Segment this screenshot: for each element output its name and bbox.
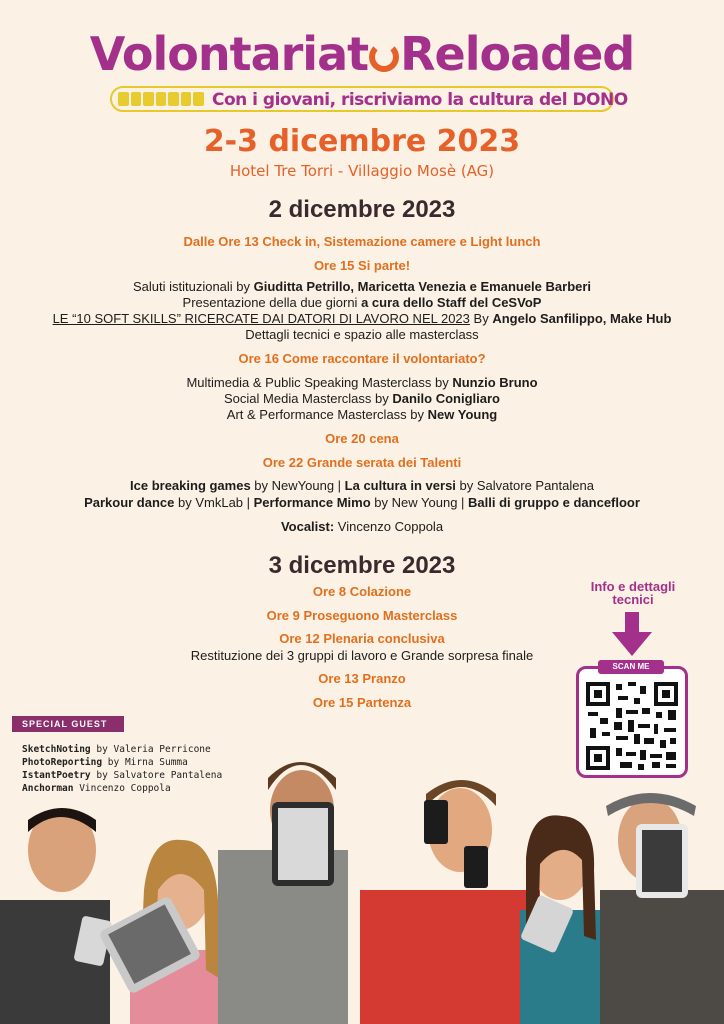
person-5	[520, 815, 610, 1024]
title-part1: Volontariat	[89, 27, 369, 81]
day2-heading: 3 dicembre 2023	[268, 552, 456, 579]
day1-slot-dinner: Ore 20 cena	[325, 431, 399, 446]
reload-icon	[369, 42, 399, 72]
person-1	[0, 808, 112, 1024]
day1-line-presentation: Presentazione della due giorni a cura dello Staff del CeSVoP	[182, 295, 542, 310]
event-venue: Hotel Tre Torri - Villaggio Mosè (AG)	[229, 162, 495, 180]
day2-slot-masterclass: Ore 9 Proseguono Masterclass	[266, 608, 458, 623]
day1-line-art: Art & Performance Masterclass by New Young	[226, 407, 498, 422]
person-4	[360, 780, 540, 1024]
day1-line-social: Social Media Masterclass by Danilo Conigliaro	[224, 391, 500, 406]
day2-slot-plenary: Ore 12 Plenaria conclusiva	[279, 631, 445, 646]
guest-item: PhotoReporting by Mirna Summa	[22, 757, 188, 768]
day1-line-vocalist: Vocalist: Vincenzo Coppola	[280, 519, 444, 534]
day2-slot-lunch: Ore 13 Pranzo	[318, 671, 406, 686]
person-3	[218, 762, 348, 1024]
battery-icon	[118, 92, 204, 106]
person-6	[600, 793, 724, 1024]
arrow-head-icon	[612, 632, 652, 656]
qr-code-icon[interactable]	[586, 682, 678, 770]
event-dates: 2-3 dicembre 2023	[203, 124, 521, 159]
day1-heading: 2 dicembre 2023	[268, 196, 456, 223]
info-label: Info e dettagli tecnici	[590, 579, 676, 607]
day1-line-softskills: LE “10 SOFT SKILLS” RICERCATE DAI DATORI DI LAVORO NEL 2023 By Angelo Sanfilippo, Make Hub	[52, 311, 672, 326]
guest-item: IstantPoetry by Salvatore Pantalena	[22, 770, 223, 781]
guest-item: Anchorman Vincenzo Coppola	[22, 783, 171, 794]
day1-slot-talent: Ore 22 Grande serata dei Talenti	[262, 455, 462, 470]
day1-slot-checkin: Dalle Ore 13 Check in, Sistemazione camere e Light lunch	[183, 234, 541, 249]
day1-slot-start: Ore 15 Si parte!	[313, 258, 411, 273]
day2-slot-breakfast: Ore 8 Colazione	[312, 584, 412, 599]
special-guest-badge: SPECIAL GUEST	[12, 716, 124, 732]
day1-line-multimedia: Multimedia & Public Speaking Masterclass by Nunzio Bruno	[186, 375, 538, 390]
tagline-bar	[110, 86, 628, 112]
day2-line-restitution: Restituzione dei 3 gruppi di lavoro e Grande sorpresa finale	[190, 648, 534, 663]
tagline: Con i giovani, riscriviamo la cultura del DONO	[212, 90, 628, 110]
day1-slot-masterclass: Ore 16 Come raccontare il volontariato?	[238, 351, 486, 366]
guest-item: SketchNoting by Valeria Perricone	[22, 744, 211, 755]
event-title	[0, 22, 724, 86]
arrow-down-icon	[625, 612, 639, 634]
title-part2: Reloaded	[400, 27, 635, 81]
guest-list	[22, 743, 222, 795]
day1-line-details: Dettagli tecnici e spazio alle masterclass	[245, 327, 479, 342]
scan-me-label: SCAN ME	[598, 660, 664, 674]
day1-line-greetings: Saluti istituzionali by Giuditta Petrillo, Maricetta Venezia e Emanuele Barberi	[132, 279, 592, 294]
day1-line-games: Ice breaking games by NewYoung | La cultura in versi by Salvatore Pantalena	[130, 478, 594, 493]
day1-line-parkour: Parkour dance by VmkLab | Performance Mimo by New Young | Balli di gruppo e dancefloor	[84, 495, 640, 510]
day2-slot-departure: Ore 15 Partenza	[312, 695, 412, 710]
